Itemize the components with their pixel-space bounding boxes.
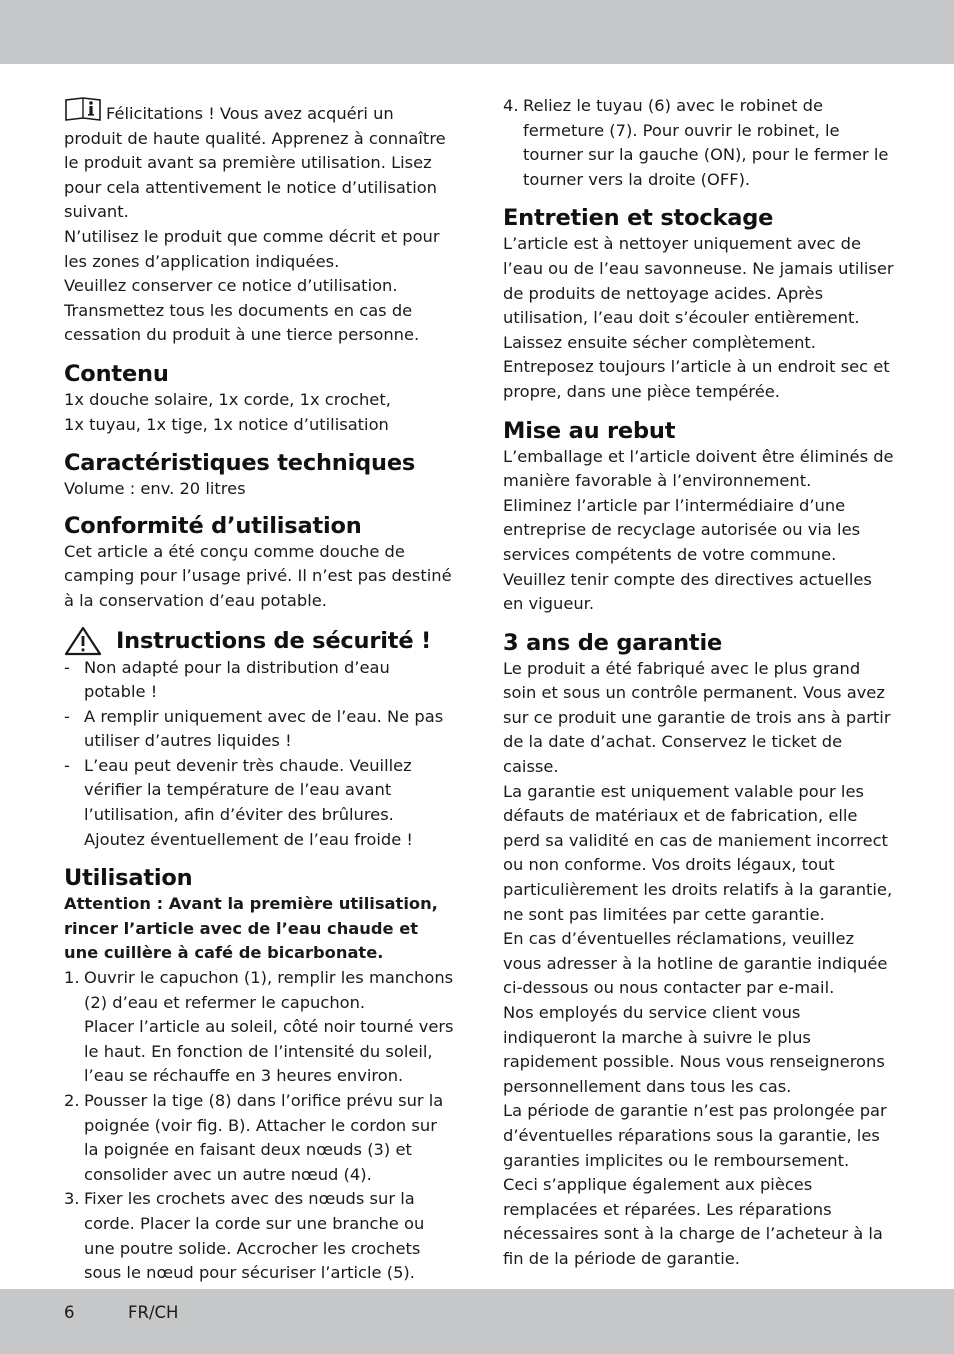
header-bar xyxy=(0,0,954,64)
contenu-line-2: 1x tuyau, 1x tige, 1x notice d’utilisation xyxy=(64,414,389,434)
intro-text-1: Félicitations ! Vous avez acquéri un produit de haute qualité. Apprenez à connaître le produit avant sa première utilisation. Lisez pour cela attentivement le notice d’utilisation suivant. xyxy=(64,104,446,222)
conformite-heading: Conformité d’utilisation xyxy=(64,512,362,539)
step-item: 3. Fixer les crochets avec des nœuds sur la corde. Placer la corde sur une branche ou une poutre solide. Accrocher les crochets sous le nœud pour sécuriser l’article (5). xyxy=(64,1189,425,1283)
utilisation-heading: Utilisation xyxy=(64,865,193,892)
securite-heading-row xyxy=(64,626,454,656)
garantie-paragraph: Nos employés du service client vous indiqueront la marche à suivre le plus rapidement possible. Nous vous renseignerons personnellement dans tous les cas. xyxy=(503,1003,885,1096)
rebut-heading: Mise au rebut xyxy=(503,417,676,444)
contenu-line-1: 1x douche solaire, 1x corde, 1x crochet, xyxy=(64,389,391,409)
garantie-paragraph: La garantie est uniquement valable pour les défauts de matériaux et de fabrication, elle perd sa validité en cas de maniement incorrect ou non conforme. Vos droits légaux, tout particulièrement les droits relatifs à la garantie, ne sont pas limitées par cette garantie. xyxy=(503,781,893,924)
utilisation-steps xyxy=(64,966,454,1286)
intro-paragraph-1 xyxy=(64,96,454,225)
garantie-paragraph: Le produit a été fabriqué avec le plus grand soin et sous un contrôle permanent. Vous avez sur ce produit une garantie de trois ans à partir de la date d’achat. Conservez le ticket de caisse. xyxy=(503,658,891,777)
securite-item: - L’eau peut devenir très chaude. Veuillez vérifier la température de l’eau avant l’utilisation, afin d’éviter des brûlures. Ajoutez éventuellement de l’eau froide ! xyxy=(64,755,413,849)
intro-paragraph-2: N’utilisez le produit que comme décrit et pour les zones d’application indiquées. xyxy=(64,226,440,271)
garantie-paragraph: La période de garantie n’est pas prolongée par d’éventuelles réparations sous la garantie, les garanties implicites ou le remboursement. xyxy=(503,1101,887,1170)
securite-item: - Non adapté pour la distribution d’eau potable ! xyxy=(64,657,390,702)
conformite-text: Cet article a été conçu comme douche de camping pour l’usage privé. Il n’est pas destiné à la conservation d’eau potable. xyxy=(64,541,452,610)
page-number: 6 xyxy=(64,1303,75,1322)
caracteristiques-text: Volume : env. 20 litres xyxy=(64,479,246,499)
rebut-paragraph: Eliminez l’article par l’intermédiaire d’une entreprise de recyclage autorisée ou via les services compétents de votre commune. Veuillez tenir compte des directives actuelles en vigueur. xyxy=(503,495,872,614)
entretien-heading: Entretien et stockage xyxy=(503,205,774,232)
step-item: 2. Pousser la tige (8) dans l’orifice prévu sur la poignée (voir fig. B). Attacher le cordon sur la poignée en faisant deux nœuds (3) et consolider avec un autre nœud (4). xyxy=(64,1091,444,1184)
caracteristiques-heading: Caractéristiques techniques xyxy=(64,450,416,477)
securite-item: - A remplir uniquement avec de l’eau. Ne pas utiliser d’autres liquides ! xyxy=(64,706,444,751)
step-item: 4. Reliez le tuyau (6) avec le robinet de fermeture (7). Pour ouvrir le robinet, le tourner sur la gauche (ON), pour le fermer le tourner vers la droite (OFF). xyxy=(503,96,889,189)
warning-triangle-icon xyxy=(64,626,102,656)
securite-heading: Instructions de sécurité ! xyxy=(116,627,432,654)
rebut-paragraph: L’emballage et l’article doivent être éliminés de manière favorable à l’environnement. xyxy=(503,446,894,491)
intro-paragraph-3: Veuillez conserver ce notice d’utilisation. Transmettez tous les documents en cas de cessation du produit à une tierce personne. xyxy=(64,276,420,345)
language-code: FR/CH xyxy=(128,1303,179,1322)
right-column xyxy=(503,94,895,1272)
entretien-text: L’article est à nettoyer uniquement avec de l’eau ou de l’eau savonneuse. Ne jamais utiliser de produits de nettoyage acides. Après utilisation, l’eau doit s’écouler entièrement. Laissez ensuite sécher complètement. Entreposez toujours l’article à un endroit sec et propre, dans une pièce tempérée. xyxy=(503,234,894,401)
step-item: 1. Ouvrir le capuchon (1), remplir les manchons (2) d’eau et refermer le capuchon. Placer l’article au soleil, côté noir tourné vers le haut. En fonction de l’intensité du soleil, l’eau se réchauffe en 3 heures environ. xyxy=(64,968,454,1086)
securite-list xyxy=(64,656,454,853)
left-column xyxy=(64,94,454,1286)
utilisation-steps-continued xyxy=(503,94,895,192)
garantie-paragraph: En cas d’éventuelles réclamations, veuillez vous adresser à la hotline de garantie indiquée ci-dessous ou nous contacter par e-mail. xyxy=(503,929,888,998)
info-book-icon xyxy=(64,96,102,122)
contenu-heading: Contenu xyxy=(64,360,169,387)
garantie-heading: 3 ans de garantie xyxy=(503,629,723,656)
utilisation-attention: Attention : Avant la première utilisation, rincer l’article avec de l’eau chaude et une cuillère à café de bicarbonate. xyxy=(64,894,438,963)
garantie-paragraph: Ceci s’applique également aux pièces remplacées et réparées. Les réparations nécessaires sont à la charge de l’acheteur à la fin de la période de garantie. xyxy=(503,1175,883,1268)
